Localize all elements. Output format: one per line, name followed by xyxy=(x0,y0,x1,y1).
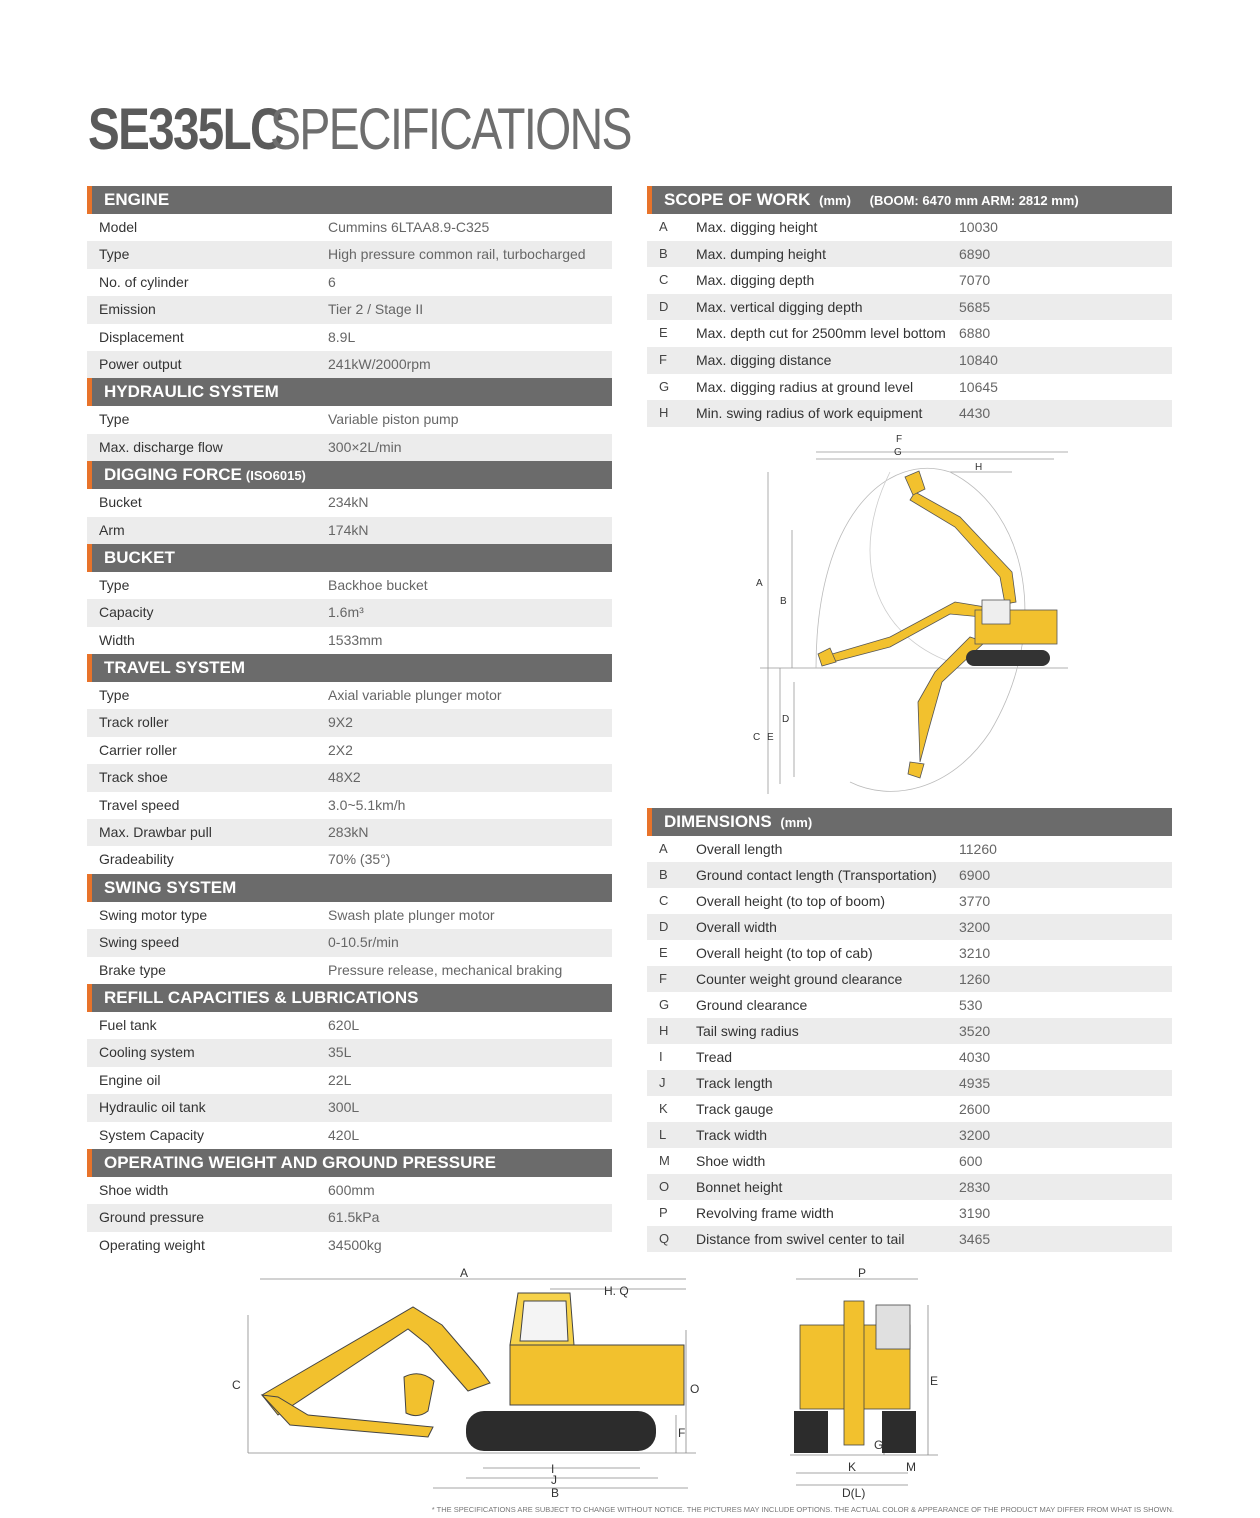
row-name: Overall width xyxy=(696,919,777,935)
spec-row xyxy=(87,1204,612,1231)
spec-value: 6 xyxy=(328,273,336,290)
row-letter: E xyxy=(659,325,668,341)
spec-value: 2X2 xyxy=(328,741,353,758)
spec-value: 241kW/2000rpm xyxy=(328,355,431,372)
label-j: J xyxy=(551,1473,557,1487)
row-name: Max. digging radius at ground level xyxy=(696,378,914,395)
spec-label: Swing motor type xyxy=(99,906,208,923)
row-value: 3465 xyxy=(959,1231,991,1247)
label-g: G xyxy=(894,447,902,458)
row-value: 3520 xyxy=(959,1023,991,1039)
spec-label: No. of cylinder xyxy=(99,273,189,290)
row-name: Tread xyxy=(696,1049,733,1065)
spec-value: 9X2 xyxy=(328,714,353,731)
spec-label: Swing speed xyxy=(99,934,180,951)
dimensions-header xyxy=(647,808,1172,836)
row-value: 4935 xyxy=(959,1075,991,1091)
label-b: B xyxy=(551,1486,560,1500)
spec-row xyxy=(87,351,612,378)
label-p: P xyxy=(858,1266,867,1280)
scope-title: SCOPE OF WORK xyxy=(664,190,811,209)
label-k: K xyxy=(848,1460,857,1474)
row-name: Max. digging height xyxy=(696,219,818,235)
scope-rows xyxy=(647,214,1172,427)
spec-row xyxy=(87,1232,612,1259)
spec-label: Shoe width xyxy=(99,1181,169,1198)
label-f: F xyxy=(896,434,903,445)
label-e: E xyxy=(930,1374,939,1388)
spec-value: 22L xyxy=(328,1071,352,1088)
row-name: Bonnet height xyxy=(696,1179,783,1195)
row-letter: B xyxy=(659,867,668,882)
row-value: 3200 xyxy=(959,919,991,935)
spec-label: Arm xyxy=(99,521,125,538)
spec-label: Cooling system xyxy=(99,1044,195,1061)
right-track xyxy=(882,1411,916,1453)
row-value: 3190 xyxy=(959,1205,991,1221)
table-row xyxy=(647,400,1172,427)
table-row xyxy=(647,214,1172,241)
scope-boom-arm: (BOOM: 6470 mm ARM: 2812 mm) xyxy=(869,193,1079,208)
label-m: M xyxy=(906,1460,916,1474)
table-row xyxy=(647,241,1172,268)
table-row xyxy=(647,888,1172,914)
table-row xyxy=(647,862,1172,888)
row-value: 600 xyxy=(959,1153,983,1169)
footnote: * THE SPECIFICATIONS ARE SUBJECT TO CHANGE WITHOUT NOTICE. THE PICTURES MAY INCLUDE OPTIONS. THE ACTUAL COLOR & APPEARANCE OF THE PRODUCT MAY DIFFER FROM WHAT IS SHOWN. xyxy=(431,1505,1174,1514)
upper-structure xyxy=(510,1345,684,1405)
section-title: REFILL CAPACITIES & LUBRICATIONS xyxy=(104,987,419,1007)
row-name: Overall length xyxy=(696,841,783,857)
row-value: 2600 xyxy=(959,1101,991,1117)
row-value: 6880 xyxy=(959,325,991,342)
table-row xyxy=(647,374,1172,401)
row-value: 530 xyxy=(959,997,983,1013)
spec-value: 70% (35°) xyxy=(328,851,391,868)
row-letter: F xyxy=(659,971,667,986)
spec-value: 1.6m³ xyxy=(328,604,364,621)
rear-view-diagram xyxy=(788,1265,943,1500)
row-name: Track gauge xyxy=(696,1101,774,1117)
spec-value: 34500kg xyxy=(328,1236,382,1253)
spec-row xyxy=(87,296,612,323)
dimensions-unit: (mm) xyxy=(780,815,813,830)
spec-label: Power output xyxy=(99,355,182,372)
row-name: Ground contact length (Transportation) xyxy=(696,867,937,883)
section-title: BUCKET xyxy=(104,547,175,567)
section-header xyxy=(87,654,612,682)
spec-value: 600mm xyxy=(328,1181,375,1198)
table-row xyxy=(647,1018,1172,1044)
side-view-diagram xyxy=(228,1265,708,1500)
row-letter: E xyxy=(659,945,668,960)
row-name: Max. digging depth xyxy=(696,272,815,289)
section-title: SWING SYSTEM xyxy=(104,877,237,897)
spec-label: Gradeability xyxy=(99,851,174,868)
track xyxy=(966,650,1050,666)
spec-label: Travel speed xyxy=(99,796,180,813)
spec-label: Max. Drawbar pull xyxy=(99,824,212,841)
label-d: D xyxy=(782,714,790,725)
row-letter: Q xyxy=(659,1231,670,1246)
row-name: Track length xyxy=(696,1075,773,1091)
spec-row xyxy=(87,764,612,791)
spec-row xyxy=(87,902,612,929)
section-title: TRAVEL SYSTEM xyxy=(104,658,246,678)
row-letter: A xyxy=(659,219,668,234)
spec-label: Type xyxy=(99,411,130,428)
row-letter: J xyxy=(659,1075,666,1090)
row-name: Shoe width xyxy=(696,1153,766,1169)
spec-label: System Capacity xyxy=(99,1126,205,1143)
section-rows xyxy=(87,1177,612,1259)
spec-value: 620L xyxy=(328,1016,360,1033)
spec-label: Model xyxy=(99,219,138,235)
spec-value: 174kN xyxy=(328,521,369,538)
section-header xyxy=(87,378,612,406)
spec-row xyxy=(87,682,612,709)
spec-row xyxy=(87,324,612,351)
spec-label: Track roller xyxy=(99,714,169,731)
section-header xyxy=(87,984,612,1012)
scope-unit: (mm) xyxy=(819,193,851,208)
spec-value: Variable piston pump xyxy=(328,411,459,428)
row-value: 3770 xyxy=(959,893,991,909)
label-g: G xyxy=(874,1438,884,1452)
cab xyxy=(982,600,1010,624)
spec-label: Brake type xyxy=(99,961,166,978)
spec-label: Type xyxy=(99,687,130,704)
scope-of-work-table xyxy=(647,186,1172,427)
dimensions-title: DIMENSIONS xyxy=(664,812,772,831)
label-i: I xyxy=(551,1462,555,1476)
row-value: 10645 xyxy=(959,378,998,395)
label-o: O xyxy=(690,1382,700,1396)
spec-row xyxy=(87,434,612,461)
spec-value: 0-10.5r/min xyxy=(328,934,399,951)
section-header xyxy=(87,461,612,489)
spec-label: Type xyxy=(99,576,130,593)
row-letter: F xyxy=(659,351,667,367)
spec-value: 35L xyxy=(328,1044,352,1061)
section-title: DIGGING FORCE xyxy=(104,465,242,485)
spec-row xyxy=(87,599,612,626)
row-name: Min. swing radius of work equipment xyxy=(696,405,923,422)
cab-window xyxy=(520,1301,568,1341)
row-letter: G xyxy=(659,997,670,1012)
label-a: A xyxy=(460,1266,469,1280)
spec-value: 8.9L xyxy=(328,328,356,345)
row-value: 4430 xyxy=(959,405,991,422)
spec-row xyxy=(87,241,612,268)
row-letter: G xyxy=(659,378,670,394)
row-name: Max. digging distance xyxy=(696,351,832,368)
spec-label: Displacement xyxy=(99,328,184,345)
section-rows xyxy=(87,572,612,654)
row-value: 10030 xyxy=(959,219,998,235)
spec-value: High pressure common rail, turbocharged xyxy=(328,246,586,263)
spec-row xyxy=(87,709,612,736)
spec-value: Backhoe bucket xyxy=(328,576,428,593)
spec-value: 3.0~5.1km/h xyxy=(328,796,406,813)
spec-row xyxy=(87,737,612,764)
spec-row xyxy=(87,269,612,296)
dimensions-table xyxy=(647,808,1172,1252)
section-rows xyxy=(87,902,612,984)
spec-row xyxy=(87,489,612,516)
spec-row xyxy=(87,957,612,984)
spec-row xyxy=(87,214,612,241)
row-name: Max. dumping height xyxy=(696,245,826,262)
spec-value: Swash plate plunger motor xyxy=(328,906,495,923)
row-letter: K xyxy=(659,1101,668,1116)
table-row xyxy=(647,267,1172,294)
title-word: SPECIFICATIONS xyxy=(269,97,631,162)
label-c: C xyxy=(753,732,761,743)
spec-row xyxy=(87,819,612,846)
section-header xyxy=(87,874,612,902)
spec-row xyxy=(87,627,612,654)
spec-row xyxy=(87,517,612,544)
section-header xyxy=(87,1149,612,1177)
row-name: Ground clearance xyxy=(696,997,808,1013)
spec-row xyxy=(87,1122,612,1149)
section-rows xyxy=(87,406,612,461)
label-b: B xyxy=(780,596,787,607)
row-value: 2830 xyxy=(959,1179,991,1195)
table-row xyxy=(647,320,1172,347)
spec-label: Track shoe xyxy=(99,769,168,786)
spec-label: Hydraulic oil tank xyxy=(99,1099,206,1116)
page-title xyxy=(88,96,721,166)
spec-value: 1533mm xyxy=(328,631,383,648)
spec-label: Fuel tank xyxy=(99,1016,157,1033)
working-range-diagram xyxy=(750,432,1070,804)
row-letter: O xyxy=(659,1179,670,1194)
spec-row xyxy=(87,1039,612,1066)
row-name: Max. vertical digging depth xyxy=(696,298,863,315)
spec-label: Engine oil xyxy=(99,1071,161,1088)
boom-front xyxy=(844,1301,864,1445)
spec-label: Ground pressure xyxy=(99,1209,205,1226)
row-letter: P xyxy=(659,1205,668,1220)
spec-value: 300×2L/min xyxy=(328,438,402,455)
row-name: Counter weight ground clearance xyxy=(696,971,903,987)
spec-row xyxy=(87,1067,612,1094)
label-c: C xyxy=(232,1378,241,1392)
row-letter: B xyxy=(659,245,668,261)
row-letter: H xyxy=(659,405,669,421)
table-row xyxy=(647,1122,1172,1148)
section-rows xyxy=(87,214,612,378)
row-letter: D xyxy=(659,298,669,314)
spec-label: Emission xyxy=(99,301,156,318)
spec-value: 300L xyxy=(328,1099,360,1116)
spec-value: Axial variable plunger motor xyxy=(328,687,502,704)
table-row xyxy=(647,1226,1172,1252)
row-letter: C xyxy=(659,893,669,908)
label-hq: H. Q xyxy=(604,1284,629,1298)
label-a: A xyxy=(756,578,763,589)
model-name: SE335LC xyxy=(88,97,283,162)
spec-label: Max. discharge flow xyxy=(99,438,223,455)
row-letter: C xyxy=(659,272,669,288)
row-name: Overall height (to top of cab) xyxy=(696,945,873,961)
table-row xyxy=(647,1174,1172,1200)
left-spec-column xyxy=(87,186,612,1259)
cab-rear xyxy=(876,1305,910,1349)
section-header xyxy=(87,186,612,214)
row-letter: I xyxy=(659,1049,663,1064)
row-value: 3200 xyxy=(959,1127,991,1143)
spec-row xyxy=(87,406,612,433)
row-letter: H xyxy=(659,1023,669,1038)
dimensions-rows xyxy=(647,836,1172,1252)
table-row xyxy=(647,1200,1172,1226)
section-rows xyxy=(87,489,612,544)
spec-value: 48X2 xyxy=(328,769,361,786)
scope-header xyxy=(647,186,1172,214)
label-dl: D(L) xyxy=(842,1486,866,1500)
boom xyxy=(262,1307,490,1415)
spec-value: 61.5kPa xyxy=(328,1209,380,1226)
row-value: 6890 xyxy=(959,245,991,262)
spec-row xyxy=(87,1094,612,1121)
section-rows xyxy=(87,682,612,874)
spec-row xyxy=(87,929,612,956)
bucket xyxy=(404,1374,434,1416)
row-letter: D xyxy=(659,919,669,934)
spec-label: Bucket xyxy=(99,494,142,511)
row-name: Distance from swivel center to tail xyxy=(696,1231,905,1247)
label-h: H xyxy=(975,462,983,473)
table-row xyxy=(647,1044,1172,1070)
section-rows xyxy=(87,1012,612,1149)
boom-upper xyxy=(910,492,1016,604)
bucket-mid xyxy=(818,648,836,666)
table-row xyxy=(647,1070,1172,1096)
spec-label: Operating weight xyxy=(99,1236,205,1253)
row-name: Overall height (to top of boom) xyxy=(696,893,886,909)
row-value: 7070 xyxy=(959,272,991,289)
spec-value: 420L xyxy=(328,1126,360,1143)
table-row xyxy=(647,1148,1172,1174)
row-name: Max. depth cut for 2500mm level bottom xyxy=(696,325,946,342)
spec-row xyxy=(87,1012,612,1039)
spec-value: Cummins 6LTAA8.9-C325 xyxy=(328,219,490,235)
row-value: 5685 xyxy=(959,298,991,315)
table-row xyxy=(647,294,1172,321)
section-subtitle: (ISO6015) xyxy=(245,468,306,484)
spec-row xyxy=(87,846,612,873)
spec-label: Type xyxy=(99,246,130,263)
spec-value: Pressure release, mechanical braking xyxy=(328,961,563,978)
row-value: 3210 xyxy=(959,945,991,961)
row-value: 6900 xyxy=(959,867,991,883)
spec-value: Tier 2 / Stage II xyxy=(328,301,424,318)
table-row xyxy=(647,914,1172,940)
spec-row xyxy=(87,792,612,819)
section-title: HYDRAULIC SYSTEM xyxy=(104,382,279,402)
spec-value: 283kN xyxy=(328,824,369,841)
row-value: 4030 xyxy=(959,1049,991,1065)
table-row xyxy=(647,347,1172,374)
spec-value: 234kN xyxy=(328,494,369,511)
row-letter: M xyxy=(659,1153,670,1168)
row-name: Tail swing radius xyxy=(696,1023,799,1039)
row-value: 1260 xyxy=(959,971,991,987)
table-row xyxy=(647,992,1172,1018)
table-row xyxy=(647,836,1172,862)
row-value: 11260 xyxy=(959,841,997,857)
spec-label: Width xyxy=(99,631,135,648)
spec-row xyxy=(87,1177,612,1204)
section-title: OPERATING WEIGHT AND GROUND PRESSURE xyxy=(104,1152,496,1172)
bucket-low xyxy=(908,762,924,778)
track-assembly xyxy=(466,1411,656,1451)
spec-label: Capacity xyxy=(99,604,154,621)
row-letter: A xyxy=(659,841,668,856)
table-row xyxy=(647,966,1172,992)
row-letter: L xyxy=(659,1127,667,1142)
label-f: F xyxy=(678,1426,686,1440)
spec-row xyxy=(87,572,612,599)
row-value: 10840 xyxy=(959,351,998,368)
spec-label: Carrier roller xyxy=(99,741,177,758)
table-row xyxy=(647,1096,1172,1122)
row-name: Track width xyxy=(696,1127,768,1143)
row-name: Revolving frame width xyxy=(696,1205,834,1221)
left-track xyxy=(794,1411,828,1453)
section-header xyxy=(87,544,612,572)
bucket-upper xyxy=(905,471,925,495)
section-title: ENGINE xyxy=(104,190,170,209)
label-e: E xyxy=(767,732,774,743)
table-row xyxy=(647,940,1172,966)
